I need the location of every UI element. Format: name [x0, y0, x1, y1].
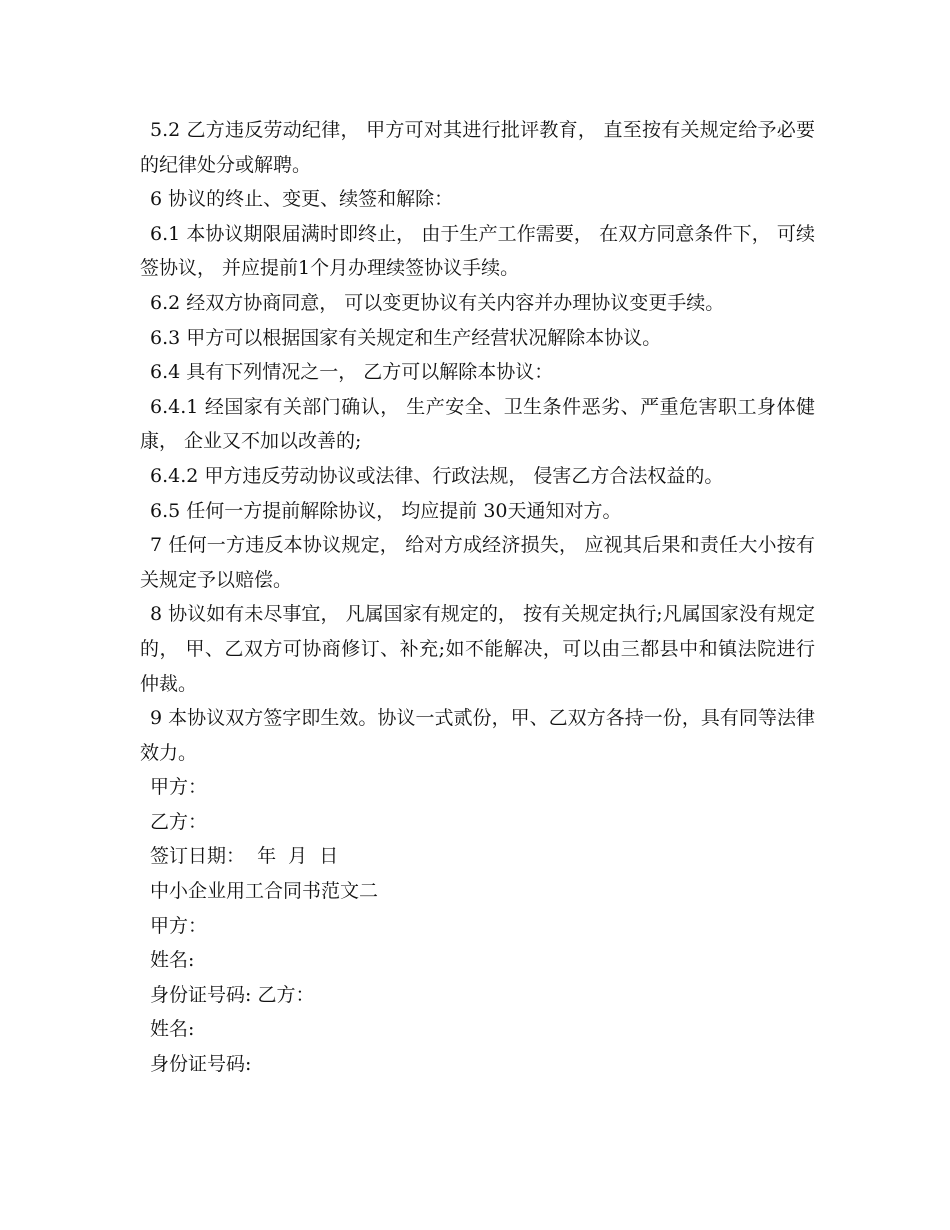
clause-6-2: 6.2 经双方协商同意， 可以变更协议有关内容并办理协议变更手续。	[150, 291, 725, 314]
clause-6-4-2: 6.4.2 甲方违反劳动协议或法律、行政法规， 侵害乙方合法权益的。	[150, 464, 724, 487]
clause-6-5: 6.5 任何一方提前解除协议， 均应提前 30天通知对方。	[150, 499, 622, 522]
second-name-b-line: 姓名:	[150, 1018, 195, 1041]
signing-date-line: 签订日期： 年 月 日	[150, 845, 339, 868]
second-name-a-line: 姓名:	[150, 949, 195, 972]
second-party-a-line: 甲方：	[150, 914, 208, 937]
party-b-signature-line: 乙方：	[150, 810, 208, 833]
clause-7: 7 任何一方违反本协议规定， 给对方成经济损失， 应视其后果和责任大小按有关规定予以赔偿。	[140, 534, 815, 591]
clause-6-3: 6.3 甲方可以根据国家有关规定和生产经营状况解除本协议。	[150, 326, 662, 349]
second-contract-title: 中小企业用工合同书范文二	[150, 880, 379, 903]
clause-6-1: 6.1 本协议期限届满时即终止， 由于生产工作需要， 在双方同意条件下， 可续签协议， 并应提前1个月办理续签协议手续。	[140, 222, 815, 280]
second-id-a-party-b-line: 身份证号码: 乙方：	[150, 983, 315, 1006]
clause-6-4: 6.4 具有下列情况之一， 乙方可以解除本协议：	[150, 361, 554, 384]
second-id-b-line: 身份证号码:	[150, 1053, 252, 1076]
clause-5-2: 5.2 乙方违反劳动纪律， 甲方可对其进行批评教育， 直至按有关规定给予必要的纪律处分或解聘。	[140, 119, 815, 176]
clause-9: 9 本协议双方签字即生效。协议一式贰份，甲、乙双方各持一份，具有同等法律效力。	[140, 707, 815, 764]
party-a-signature-line: 甲方：	[150, 776, 208, 799]
clause-8: 8 协议如有未尽事宜， 凡属国家有规定的， 按有关规定执行;凡属国家没有规定的， 甲、乙双方可协商修订、补充;如不能解决，可以由三都县中和镇法院进行仲裁。	[140, 603, 815, 695]
clause-6-heading: 6 协议的终止、变更、续签和解除：	[150, 188, 454, 211]
clause-6-4-1: 6.4.1 经国家有关部门确认， 生产安全、卫生条件恶劣、严重危害职工身体健康， 企业又不加以改善的;	[140, 395, 815, 453]
document-body	[140, 113, 815, 1082]
